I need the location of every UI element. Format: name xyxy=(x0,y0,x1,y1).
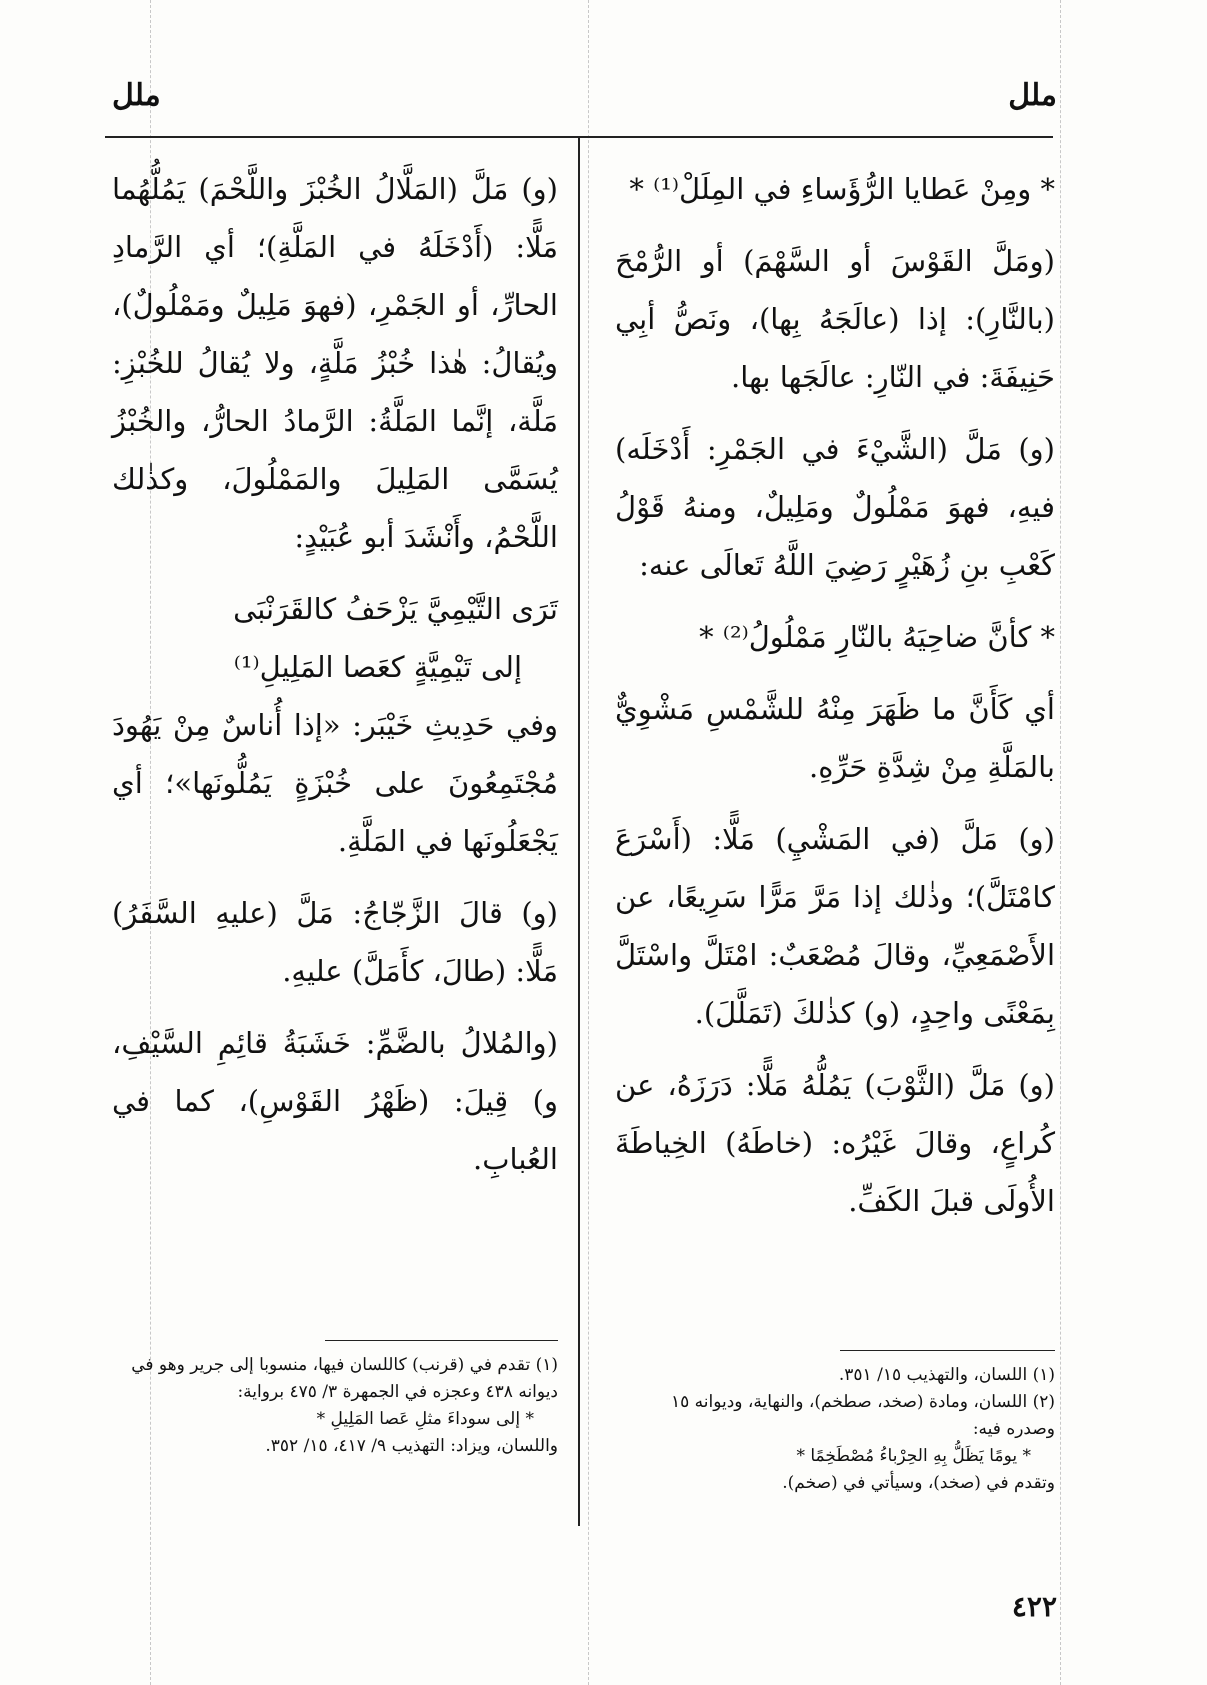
paragraph: (و) مَلَّ (الشَّيْءَ في الجَمْرِ: أَدْخَلَه) فيهِ، فهوَ مَمْلُولٌ ومَلِيلٌ، ومنهُ قَوْلُ كَعْبِ بنِ زُهَيْرٍ رَضِيَ اللَّهُ تَعالَى عنه: xyxy=(615,432,1055,582)
right-column xyxy=(615,160,1055,1244)
footnote-rule xyxy=(840,1350,1055,1351)
paragraph: (و) مَلَّ (المَلَّالُ الخُبْزَ واللَّحْمَ) يَمُلُّهُما مَلًّا: (أَدْخَلَهُ في المَلَّةِ)؛ أي الرَّمادِ الحارِّ، أو الجَمْرِ، (فهوَ مَلِيلٌ ومَمْلُولٌ)، ويُقالُ: هٰذا خُبْزُ مَلَّةٍ، ولا يُقالُ للخُبْزِ: مَلَّة، إنَّما المَلَّةُ: الرَّمادُ الحارُّ، والخُبْزُ يُسَمَّى المَلِيلَ والمَمْلُولَ، وكذٰلك اللَّحْمُ، وأَنْشَدَ أبو عُبَيْدٍ: xyxy=(112,172,558,554)
verse-line: تَرَى التَّيْمِيَّ يَزْحَفُ كالقَرَنْبَى xyxy=(233,592,558,626)
footnote-verse: * إلى سوداءَ مثلِ عَصا المَلِيلِ * xyxy=(316,1409,534,1429)
footnote-rule xyxy=(325,1340,558,1341)
paragraph: وفي حَدِيثِ خَيْبَر: «إذا أُناسٌ مِنْ يَهُودَ مُجْتَمِعُونَ على خُبْزَةٍ يَمُلُّونَها»؛ أي يَجْعَلُونَها في المَلَّةِ. xyxy=(112,708,558,858)
footnote-verse: * يومًا يَظَلُّ بِهِ الحِرْباءُ مُصْطَخِمًا * xyxy=(796,1446,1031,1466)
scan-fold-line xyxy=(1060,0,1061,1685)
paragraph: أي كَأَنَّ ما ظَهَرَ مِنْهُ للشَّمْسِ مَشْوِيٌّ بالمَلَّةِ مِنْ شِدَّةِ حَرِّهِ. xyxy=(615,692,1055,784)
footnotes-right xyxy=(617,1362,1055,1497)
footnote: (٢) اللسان، ومادة (صخد، صطخم)، والنهاية، وديوانه ١٥ وصدره فيه: xyxy=(670,1392,1055,1439)
left-column xyxy=(112,160,558,1202)
header-word-left: ملل xyxy=(112,78,161,113)
paragraph: (والمُلالُ بالضَّمِّ: خَشَبَةُ قائِمِ السَّيْفِ، و) قِيلَ: (ظَهْرُ القَوْسِ)، كما في العُبابِ. xyxy=(112,1026,558,1176)
footnote: وتقدم في (صخد)، وسيأتي في (صخم). xyxy=(782,1473,1055,1493)
paragraph: (و) مَلَّ (الثَّوْبَ) يَمُلُّهُ مَلًّا: دَرَزَهُ، عن كُراعٍ، وقالَ غَيْرُه: (خاطَهُ) الخِياطَةَ الأُولَى قبلَ الكَفِّ. xyxy=(615,1068,1055,1218)
column-divider xyxy=(578,138,580,1526)
footnotes-left xyxy=(112,1352,558,1460)
footnote: (١) اللسان، والتهذيب ١٥/ ٣٥١. xyxy=(838,1365,1055,1385)
footnote: واللسان، ويزاد: التهذيب ٩/ ٤١٧، ١٥/ ٣٥٢. xyxy=(265,1436,558,1456)
scan-fold-line xyxy=(588,0,589,1685)
footnote: (١) تقدم في (قرنب) كاللسان فيها، منسوبا إلى جرير وهو في ديوانه ٤٣٨ وعجزه في الجمهرة ٣/ ٤٧٥ برواية: xyxy=(131,1355,558,1402)
paragraph: (و) قالَ الزَّجّاجُ: مَلَّ (عليهِ السَّفَرُ) مَلًّا: (طالَ، كأَمَلَّ) عليهِ. xyxy=(112,896,558,988)
page-number: ٤٢٢ xyxy=(1011,1590,1057,1623)
verse-line: إلى تَيْمِيَّةٍ كعَصا المَلِيلِ⁽¹⁾ xyxy=(233,650,522,684)
paragraph: (و) مَلَّ (في المَشْيِ) مَلًّا: (أَسْرَعَ كامْتَلَّ)؛ وذٰلك إذا مَرَّ مَرًّا سَرِيعًا، عن الأَصْمَعِيِّ، وقالَ مُصْعَبٌ: امْتَلَّ واسْتَلَّ بِمَعْنًى واحِدٍ، (و) كذٰلكَ (تَمَلَّلَ). xyxy=(615,822,1055,1030)
header-word-right: ملل xyxy=(1008,78,1057,113)
paragraph: (ومَلَّ القَوْسَ أو السَّهْمَ) أو الرُّمْحَ (بالنَّارِ): إذا (عالَجَهُ بِها)، ونَصُّ أبِي حَنِيفَةَ: في النّارِ: عالَجَها بها. xyxy=(615,244,1055,394)
paragraph: * ومِنْ عَطايا الرُّؤَساءِ في المِلَلْ⁽¹⁾ * xyxy=(629,172,1055,206)
verse-line: * كأنَّ ضاحِيَهُ بالنّارِ مَمْلُولُ⁽²⁾ * xyxy=(699,620,1055,654)
